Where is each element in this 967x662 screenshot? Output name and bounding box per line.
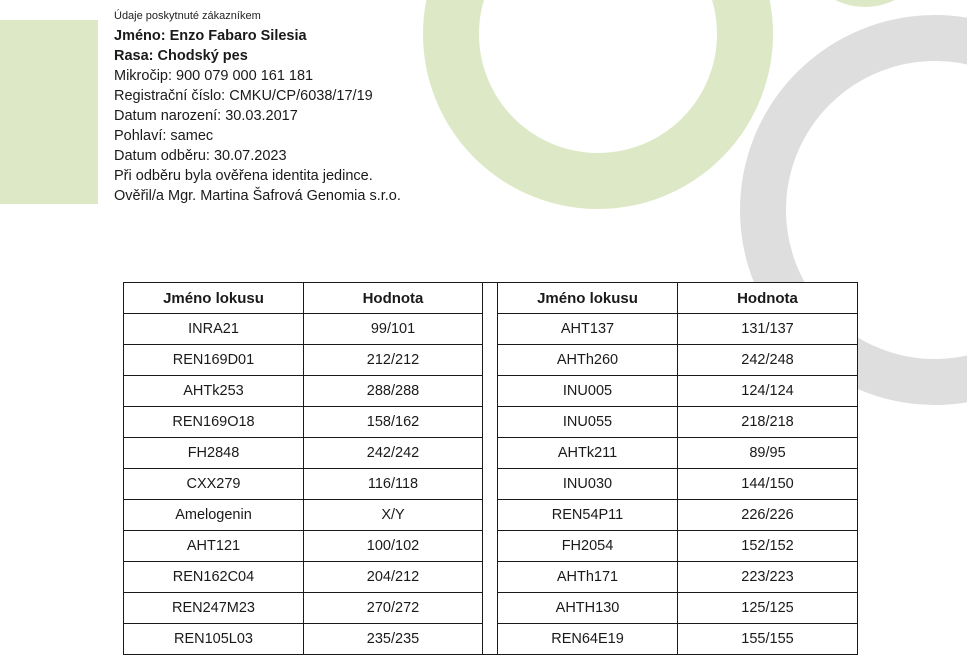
table-row <box>124 593 858 624</box>
value-cell-right: 242/248 <box>678 345 858 376</box>
column-gap <box>483 624 498 655</box>
customer-info <box>114 8 401 206</box>
value-cell-right: 226/226 <box>678 500 858 531</box>
verified-by: Ověřil/a Mgr. Martina Šafrová Genomia s.r.o. <box>114 188 401 204</box>
value-cell-left: X/Y <box>304 500 483 531</box>
table-row <box>124 438 858 469</box>
locus-cell-left: INRA21 <box>124 314 304 345</box>
locus-cell-right: AHTh171 <box>498 562 678 593</box>
table-row <box>124 500 858 531</box>
locus-cell-right: FH2054 <box>498 531 678 562</box>
header-locus-right: Jméno lokusu <box>498 283 678 314</box>
value-cell-right: 125/125 <box>678 593 858 624</box>
table-row <box>124 531 858 562</box>
column-gap <box>483 345 498 376</box>
column-gap <box>483 407 498 438</box>
birth-date: Datum narození: 30.03.2017 <box>114 108 298 124</box>
locus-cell-left: REN162C04 <box>124 562 304 593</box>
identity-note: Při odběru byla ověřena identita jedince. <box>114 168 373 184</box>
locus-cell-right: AHTk211 <box>498 438 678 469</box>
locus-cell-right: AHTH130 <box>498 593 678 624</box>
registration-number: Registrační číslo: CMKU/CP/6038/17/19 <box>114 88 373 104</box>
value-cell-right: 155/155 <box>678 624 858 655</box>
locus-cell-left: REN169D01 <box>124 345 304 376</box>
column-gap <box>483 593 498 624</box>
table-row <box>124 314 858 345</box>
locus-cell-left: AHTk253 <box>124 376 304 407</box>
sample-date: Datum odběru: 30.07.2023 <box>114 148 287 164</box>
header-value-left: Hodnota <box>304 283 483 314</box>
green-side-bar <box>0 20 98 204</box>
value-cell-left: 158/162 <box>304 407 483 438</box>
locus-cell-left: CXX279 <box>124 469 304 500</box>
locus-cell-right: INU055 <box>498 407 678 438</box>
customer-info-caption: Údaje poskytnuté zákazníkem <box>114 10 261 22</box>
value-cell-left: 270/272 <box>304 593 483 624</box>
value-cell-left: 212/212 <box>304 345 483 376</box>
locus-cell-right: REN64E19 <box>498 624 678 655</box>
locus-cell-left: REN169O18 <box>124 407 304 438</box>
table-row <box>124 624 858 655</box>
value-cell-right: 218/218 <box>678 407 858 438</box>
value-cell-left: 204/212 <box>304 562 483 593</box>
value-cell-right: 223/223 <box>678 562 858 593</box>
dog-name: Jméno: Enzo Fabaro Silesia <box>114 28 307 44</box>
table-row <box>124 562 858 593</box>
locus-cell-right: INU030 <box>498 469 678 500</box>
value-cell-left: 99/101 <box>304 314 483 345</box>
column-gap <box>483 438 498 469</box>
green-ring <box>451 0 745 181</box>
value-cell-left: 235/235 <box>304 624 483 655</box>
column-gap <box>483 376 498 407</box>
locus-cell-right: REN54P11 <box>498 500 678 531</box>
locus-cell-left: AHT121 <box>124 531 304 562</box>
table-header-row <box>124 283 858 314</box>
column-gap <box>483 500 498 531</box>
dog-breed: Rasa: Chodský pes <box>114 48 248 64</box>
locus-cell-left: REN105L03 <box>124 624 304 655</box>
value-cell-right: 152/152 <box>678 531 858 562</box>
value-cell-right: 124/124 <box>678 376 858 407</box>
green-arc-top <box>803 0 927 2</box>
column-gap <box>483 531 498 562</box>
value-cell-right: 144/150 <box>678 469 858 500</box>
value-cell-right: 131/137 <box>678 314 858 345</box>
column-gap <box>483 562 498 593</box>
table-row <box>124 469 858 500</box>
value-cell-right: 89/95 <box>678 438 858 469</box>
table-row <box>124 376 858 407</box>
microchip: Mikročip: 900 079 000 161 181 <box>114 68 314 84</box>
locus-cell-left: FH2848 <box>124 438 304 469</box>
column-gap <box>483 314 498 345</box>
value-cell-left: 288/288 <box>304 376 483 407</box>
column-gap <box>483 283 498 314</box>
locus-cell-right: AHTh260 <box>498 345 678 376</box>
locus-cell-left: Amelogenin <box>124 500 304 531</box>
locus-cell-left: REN247M23 <box>124 593 304 624</box>
header-value-right: Hodnota <box>678 283 858 314</box>
table-row <box>124 345 858 376</box>
table-row <box>124 407 858 438</box>
locus-cell-right: INU005 <box>498 376 678 407</box>
column-gap <box>483 469 498 500</box>
header-locus-left: Jméno lokusu <box>124 283 304 314</box>
value-cell-left: 100/102 <box>304 531 483 562</box>
sex: Pohlaví: samec <box>114 128 214 144</box>
loci-table <box>123 282 858 655</box>
value-cell-left: 242/242 <box>304 438 483 469</box>
locus-cell-right: AHT137 <box>498 314 678 345</box>
value-cell-left: 116/118 <box>304 469 483 500</box>
